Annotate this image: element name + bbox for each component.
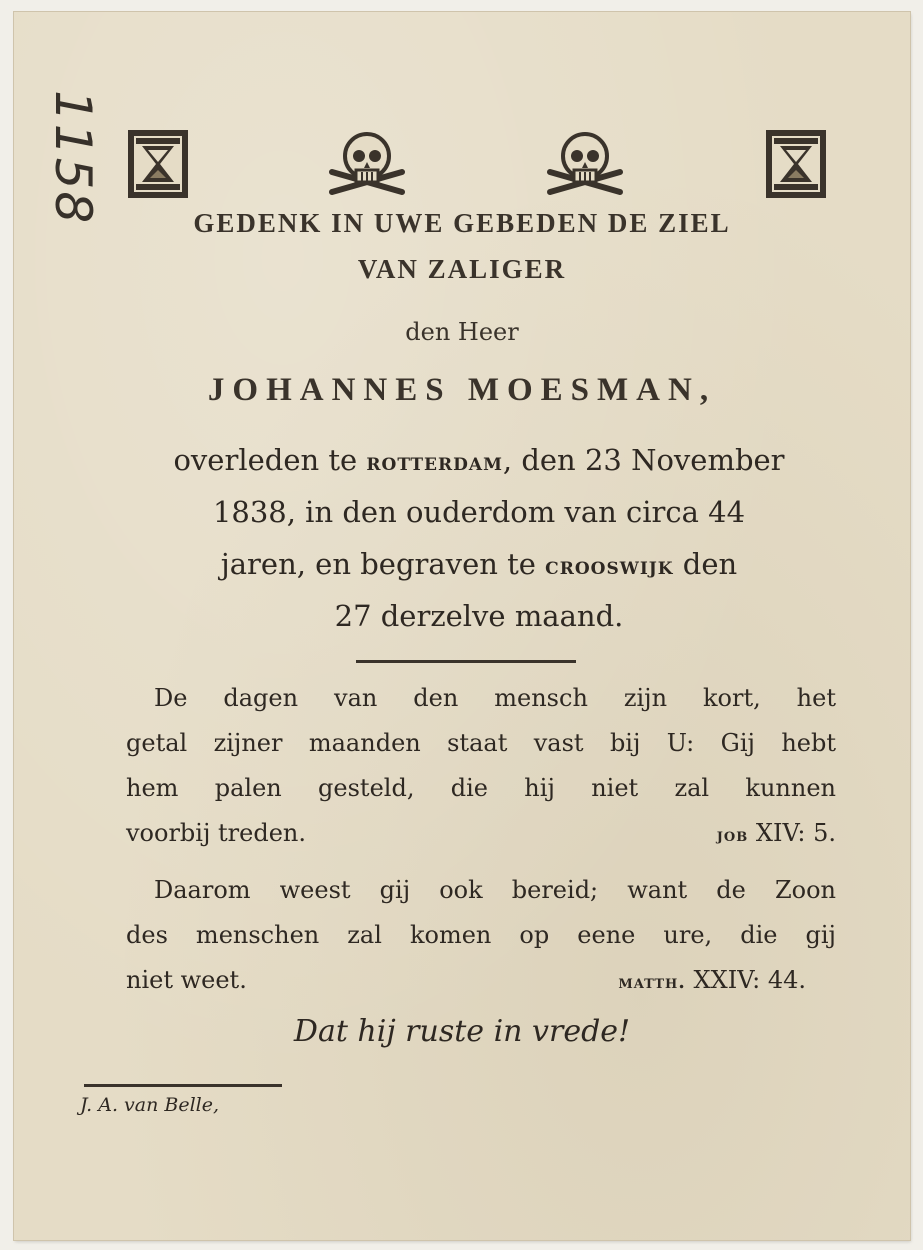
details-line-4: 27 derzelve maand.	[334, 599, 624, 633]
reference-book: job	[716, 824, 749, 846]
scripture-reference	[618, 958, 806, 1005]
verse-text: voorbij treden.	[126, 819, 307, 847]
details-text: jaren, en begraven te	[220, 547, 546, 581]
details-line-3	[124, 538, 834, 592]
verse-line: Daarom weest gij ook bereid; want de Zoon	[154, 876, 836, 904]
verse-line-last	[126, 958, 836, 1003]
place-of-death: rotterdam	[366, 447, 503, 476]
details-line-2: 1838, in den ouderdom van circa 44	[212, 495, 746, 529]
verse-line: des menschen zal komen op eene ure, die gij	[126, 921, 836, 949]
hourglass-icon-left	[126, 128, 190, 200]
verse-line: hem palen gesteld, die hij niet zal kunnen	[126, 774, 836, 802]
details-text: , den 23 November	[502, 443, 785, 477]
details-text: overleden te	[173, 443, 367, 477]
verse-line: De dagen van den mensch zijn kort, het	[154, 684, 836, 712]
heading-line-1: GEDENK IN UWE GEBEDEN DE ZIEL	[193, 208, 731, 238]
reference-chapter: XXIV: 44.	[693, 966, 806, 994]
verse-text: niet weet.	[126, 966, 247, 994]
details-text: den	[673, 547, 738, 581]
inventory-number: 1158	[44, 90, 102, 226]
burial-place: crooswijk	[545, 551, 674, 580]
printer-rule	[84, 1084, 282, 1087]
verse-job	[126, 676, 836, 858]
divider-rule	[356, 660, 576, 663]
closing-prayer: Dat hij ruste in vrede!	[293, 1014, 631, 1049]
verse-line: getal zijner maanden staat vast bij U: Gij hebt	[126, 729, 836, 757]
printer-name: J. A. van Belle,	[80, 1094, 220, 1116]
verse-line-last	[126, 811, 836, 856]
hourglass-icon-right	[764, 128, 828, 200]
heading-line-2: VAN ZALIGER	[357, 254, 567, 284]
verse-matthew	[126, 868, 836, 1005]
skull-crossbones-icon-2	[544, 128, 626, 200]
details-line-1	[124, 434, 834, 488]
scripture-reference	[717, 811, 836, 858]
deceased-name: JOHANNES MOESMAN,	[207, 372, 717, 408]
reference-chapter: XIV: 5.	[755, 819, 836, 847]
reference-book: matth.	[618, 971, 686, 993]
skull-crossbones-icon-1	[326, 128, 408, 200]
memorial-card	[14, 12, 910, 1240]
honorific: den Heer	[405, 318, 519, 346]
